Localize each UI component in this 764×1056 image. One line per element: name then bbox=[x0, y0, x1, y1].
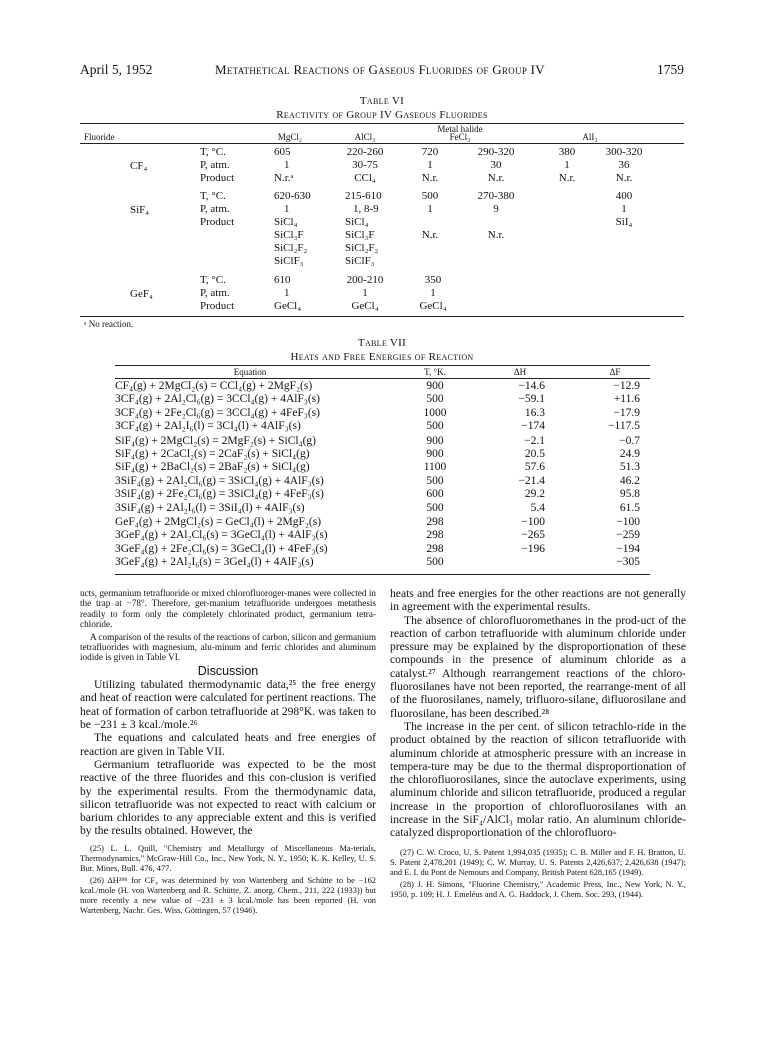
equation-cell: 3CF₄(g) + 2Al₂I₆(l) = 3CI₄(l) + 4AlF₃(s) bbox=[115, 420, 301, 433]
temperature-cell: 900 bbox=[426, 434, 444, 447]
label-t: T, °C. bbox=[200, 146, 226, 158]
equation-cell: 3SiF₄(g) + 2Al₂I₆(l) = 3SiI₄(l) + 4AlF₃(s) bbox=[115, 501, 305, 514]
table-vii-body bbox=[115, 380, 650, 569]
equation-cell: 3CF₄(g) + 2Fe₂Cl₆(g) = 3CCl₄(g) + 4FeF₃(s) bbox=[115, 406, 320, 419]
cell: SiCl₄ bbox=[345, 216, 369, 228]
delta-f-cell: 51.3 bbox=[619, 461, 640, 474]
temperature-cell: 500 bbox=[426, 474, 444, 487]
cell: 30-75 bbox=[352, 159, 378, 171]
paragraph: A comparison of the results of the reactions of carbon, silicon and germanium tetrafluorides with magnesium, alu-minum and ferric chlorides and aluminum iodide is given in Table VI. bbox=[80, 631, 377, 663]
right-column bbox=[390, 587, 686, 902]
paragraph: The absence of chlorofluoromethanes in the prod-uct of the reaction of carbon tetrafluoride with aluminum chloride under pressure may be explained by the disproportionation of these compounds in the presence of aluminum chloride as a catalyst.²⁷ Although rearrangement reactions of the chloro-fluorosilanes have not been reported, the rearrange-ment of all of the fluorosilanes, namely, trifluoro-silane, difluorosilane and fluorosilane, has been described.²⁸ bbox=[390, 613, 686, 720]
table-vii-bottom-rule bbox=[115, 574, 650, 575]
label-t: T, °C. bbox=[200, 190, 226, 202]
cell: 500 bbox=[421, 190, 439, 202]
cell: SiClF₃ bbox=[345, 255, 375, 267]
equation-cell: 3GeF₄(g) + 2Al₂I₆(s) = 3GeI₄(l) + 4AlF₃(s) bbox=[115, 556, 314, 569]
paragraph: heats and free energies for the other reactions are not generally in agreement with the experimental results. bbox=[390, 587, 686, 614]
temperature-cell: 298 bbox=[426, 529, 444, 542]
cell: 1 bbox=[284, 287, 290, 299]
delta-h-cell: 5.4 bbox=[530, 501, 545, 514]
delta-f-cell: −117.5 bbox=[608, 420, 640, 433]
page-number: 1759 bbox=[657, 62, 684, 77]
col-delta-h: ΔH bbox=[513, 367, 527, 377]
cell: N.r. bbox=[558, 172, 576, 184]
col-fecl3: FeCl₃ bbox=[449, 132, 471, 142]
cell: 290-320 bbox=[477, 146, 515, 158]
temperature-cell: 1100 bbox=[423, 461, 447, 474]
col-delta-f: ΔF bbox=[609, 367, 621, 377]
cell: SiCl₃F bbox=[274, 229, 304, 241]
delta-f-cell: −100 bbox=[616, 515, 640, 528]
footnote-26: (26) ΔH²⁹⁸ for CF₄ was determined by von Wartenberg and Schütte to be −162 kcal./mole (H. von Wartenberg and R. Schütte, Z. anorg. Chem., 211, 222 (1933)) but more recently a new value of −231 ± 3 kcal./mole has been reported (H. von Wartenberg, Nachr. Ges. Wiss. Göttingen, 57 (1946). bbox=[80, 875, 376, 915]
cell: SiCl₂F₂ bbox=[274, 242, 308, 254]
label-product: Product bbox=[200, 300, 235, 312]
delta-f-cell: −0.7 bbox=[619, 434, 640, 447]
delta-h-cell: −2.1 bbox=[524, 434, 545, 447]
delta-h-cell: −174 bbox=[521, 420, 545, 433]
footnote-25: (25) L. L. Quill, "Chemistry and Metallurgy of Miscellaneous Ma-terials, Thermodynamics," McGraw-Hill Co., Inc., New York, N. Y., 1950; K. K. Kelley, U. S. Bur. Mines, Bull. 476, 477. bbox=[80, 843, 376, 873]
table-row bbox=[115, 529, 650, 542]
table-row bbox=[115, 556, 650, 569]
table-vi-number: Table VI bbox=[359, 95, 405, 107]
delta-h-cell: −21.4 bbox=[518, 474, 545, 487]
table-row bbox=[115, 516, 650, 529]
delta-f-cell: −194 bbox=[616, 542, 640, 555]
delta-f-cell: −17.9 bbox=[613, 406, 640, 419]
table-row bbox=[115, 380, 650, 393]
cell: 30 bbox=[490, 159, 502, 171]
cell: CCl₄ bbox=[354, 172, 376, 184]
table-row bbox=[115, 420, 650, 433]
footnote-27: (27) C. W. Croco, U. S. Patent 1,994,035 (1935); C. B. Miller and F. H. Bratton, U. S. Patent 2,478,201 (1949); C. W. Murray, U. S. Patents 2,426,637; 2,426,638 (1947); and E. I. du Pont de Nemours and Company, British Patent 628,165 (1949). bbox=[390, 847, 686, 877]
cell: 300-320 bbox=[605, 146, 643, 158]
delta-f-cell: 61.5 bbox=[619, 501, 640, 514]
cell: 200-210 bbox=[346, 274, 384, 286]
equation-cell: 3GeF₄(g) + 2Fe₂Cl₆(s) = 3GeCl₄(l) + 4FeF₃(s) bbox=[115, 542, 328, 555]
paragraph: The increase in the per cent. of silicon tetrachlo-ride in the product obtained by the reaction of silicon tetrafluoride with aluminum chloride at atmospheric pressure with an increase in tempera-ture may be due to the thermal disproportionation of the chlorofluorosilanes, since the autoclave experiments, using aluminum chloride and silicon tetrafluoride, produced a regular increase in the proportion of chlorofluorosilanes with an increase in the SiF₄/AlCl₃ molar ratio. An aluminum chloride-catalyzed disproportionation of the chlorofluoro- bbox=[390, 719, 686, 840]
equation-cell: 3SiF₄(g) + 2Al₂Cl₆(g) = 3SiCl₄(g) + 4AlF₃(s) bbox=[115, 474, 324, 487]
footnote-28: (28) J. H. Simons, "Fluorine Chemistry," Academic Press, Inc., New York, N. Y., 1950, p. 109; H. J. Emeléus and A. G. Haddock, J. Chem. Soc. 293, (1944). bbox=[390, 879, 686, 899]
equation-cell: GeF₄(g) + 2MgCl₂(s) = GeCl₄(l) + 2MgF₂(s) bbox=[115, 515, 322, 528]
table-row bbox=[115, 461, 650, 474]
table-row bbox=[115, 502, 650, 515]
cell: N.r. bbox=[421, 229, 439, 241]
cell: GeCl₄ bbox=[351, 300, 379, 312]
cell: 610 bbox=[274, 274, 291, 286]
table-row bbox=[115, 393, 650, 406]
temperature-cell: 500 bbox=[426, 556, 444, 569]
table-vi-footnote: ᵃ No reaction. bbox=[84, 319, 134, 329]
paragraph: ucts, germanium tetrafluoride or mixed chlorofluoroger-manes were collected in the trap at −78°. Therefore, ger-manium tetrafluoride undergoes metathesis readily to form only the completely chlorinated product, germanium tetra-chloride. bbox=[80, 588, 376, 630]
temperature-cell: 298 bbox=[426, 515, 444, 528]
header-date: April 5, 1952 bbox=[80, 62, 153, 77]
fluoride-cf4: CF₄ bbox=[130, 160, 148, 172]
cell: N.r. bbox=[487, 229, 505, 241]
paragraph: The equations and calculated heats and free energies of reaction are given in Table VII. bbox=[80, 731, 376, 758]
cell: 1, 8-9 bbox=[353, 203, 379, 215]
paragraph: Utilizing tabulated thermodynamic data,²⁵ the free energy and heat of reaction were calculated for pertinent reactions. The heat of formation of carbon tetrafluoride at 298°K. was taken to be −231 ± 3 kcal./mole.²⁶ bbox=[80, 678, 376, 732]
cell: 605 bbox=[274, 146, 291, 158]
cell: GeCl₄ bbox=[419, 300, 447, 312]
col-metal-halide: Metal halide bbox=[437, 124, 483, 134]
cell: 1 bbox=[427, 203, 433, 215]
cell: 620-630 bbox=[274, 190, 311, 202]
col-mgcl2: MgCl₂ bbox=[277, 132, 303, 142]
label-p: P, atm. bbox=[200, 203, 230, 215]
col-temperature: T, °K. bbox=[424, 367, 446, 377]
cell: N.r. bbox=[487, 172, 505, 184]
table-row bbox=[115, 448, 650, 461]
equation-cell: SiF₄(g) + 2MgCl₂(s) = 2MgF₂(s) + SiCl₄(g) bbox=[115, 434, 316, 447]
table-vii-header-rule bbox=[115, 378, 650, 379]
temperature-cell: 500 bbox=[426, 501, 444, 514]
table-row bbox=[115, 435, 650, 448]
delta-h-cell: 20.5 bbox=[524, 447, 545, 460]
label-product: Product bbox=[200, 172, 235, 184]
table-vi-bottom-rule bbox=[80, 316, 684, 317]
col-alcl3: AlCl₃ bbox=[354, 132, 376, 142]
delta-f-cell: 95.8 bbox=[619, 488, 640, 501]
cell: 1 bbox=[564, 159, 570, 171]
cell: 36 bbox=[618, 159, 630, 171]
cell: 1 bbox=[430, 287, 436, 299]
table-row bbox=[115, 407, 650, 420]
left-column bbox=[80, 588, 376, 918]
delta-f-cell: −259 bbox=[616, 529, 640, 542]
delta-f-cell: 46.2 bbox=[619, 474, 640, 487]
temperature-cell: 900 bbox=[426, 380, 444, 392]
cell: 1 bbox=[362, 287, 368, 299]
equation-cell: SiF₄(g) + 2BaCl₂(s) = 2BaF₂(s) + SiCl₄(g) bbox=[115, 461, 310, 474]
delta-h-cell: 29.2 bbox=[524, 488, 545, 501]
cell: 1 bbox=[284, 203, 290, 215]
cell: 270-380 bbox=[477, 190, 515, 202]
equation-cell: SiF₄(g) + 2CaCl₂(s) = 2CaF₂(s) + SiCl₄(g) bbox=[115, 447, 310, 460]
table-row bbox=[115, 488, 650, 501]
cell: N.r. bbox=[421, 172, 439, 184]
cell: 380 bbox=[558, 146, 576, 158]
label-p: P, atm. bbox=[200, 287, 230, 299]
cell: SiCl₄ bbox=[274, 216, 298, 228]
temperature-cell: 1000 bbox=[423, 406, 447, 419]
cell: 1 bbox=[621, 203, 627, 215]
cell: 215-610 bbox=[345, 190, 382, 202]
delta-h-cell: 16.3 bbox=[524, 406, 545, 419]
cell: 1 bbox=[284, 159, 290, 171]
cell: GeCl₄ bbox=[274, 300, 302, 312]
cell: SiCl₃F bbox=[345, 229, 375, 241]
delta-h-cell: 57.6 bbox=[524, 461, 545, 474]
cell: 1 bbox=[427, 159, 433, 171]
cell: 350 bbox=[424, 274, 442, 286]
delta-f-cell: −305 bbox=[616, 556, 640, 569]
cell: 220-260 bbox=[346, 146, 384, 158]
cell: 400 bbox=[615, 190, 633, 202]
cell: SiClF₃ bbox=[274, 255, 304, 267]
cell: N.r. bbox=[615, 172, 633, 184]
fluoride-sif4: SiF₄ bbox=[130, 204, 150, 216]
table-row bbox=[115, 475, 650, 488]
delta-h-cell: −196 bbox=[521, 542, 545, 555]
temperature-cell: 500 bbox=[426, 420, 444, 433]
equation-cell: 3SiF₄(g) + 2Fe₂Cl₆(g) = 3SiCl₄(g) + 4FeF₃(s) bbox=[115, 488, 324, 501]
label-t: T, °C. bbox=[200, 274, 226, 286]
col-ali3: AlI₃ bbox=[582, 132, 598, 142]
cell: 720 bbox=[421, 146, 439, 158]
col-fluoride: Fluoride bbox=[84, 132, 115, 142]
table-vii-title: Heats and Free Energies of Reaction bbox=[290, 351, 474, 363]
section-heading-discussion: Discussion bbox=[197, 663, 259, 678]
delta-h-cell: −265 bbox=[521, 529, 545, 542]
temperature-cell: 600 bbox=[426, 488, 444, 501]
temperature-cell: 298 bbox=[426, 542, 444, 555]
paragraph: Germanium tetrafluoride was expected to be the most reactive of the three fluorides and this con-clusion is verified by the experimental results. From the thermodynamic data, silicon tetrafluoride was not expected to react with calcium or barium chlorides to any appreciable extent and this is verified by the results obtained. However, the bbox=[80, 757, 376, 838]
cell: SiI₄ bbox=[615, 216, 633, 228]
temperature-cell: 500 bbox=[426, 393, 444, 406]
label-p: P, atm. bbox=[200, 159, 230, 171]
table-vi-header-rule bbox=[80, 143, 684, 144]
delta-f-cell: +11.6 bbox=[613, 393, 640, 406]
delta-h-cell: −100 bbox=[521, 515, 545, 528]
col-equation: Equation bbox=[233, 367, 267, 377]
table-row bbox=[115, 543, 650, 556]
delta-f-cell: −12.9 bbox=[613, 380, 640, 392]
equation-cell: 3CF₄(g) + 2Al₂Cl₆(g) = 3CCl₄(g) + 4AlF₃(s) bbox=[115, 393, 320, 406]
temperature-cell: 900 bbox=[426, 447, 444, 460]
equation-cell: 3GeF₄(g) + 2Al₂Cl₆(s) = 3GeCl₄(l) + 4AlF₃(s) bbox=[115, 529, 328, 542]
cell: 9 bbox=[493, 203, 499, 215]
cell: SiCl₂F₂ bbox=[345, 242, 379, 254]
label-product: Product bbox=[200, 216, 235, 228]
table-vi-top-rule bbox=[80, 123, 684, 124]
cell: N.r.ᵃ bbox=[274, 172, 294, 184]
delta-h-cell: −14.6 bbox=[518, 380, 545, 392]
fluoride-gef4: GeF₄ bbox=[130, 288, 153, 300]
delta-h-cell: −59.1 bbox=[518, 393, 545, 406]
delta-f-cell: 24.9 bbox=[619, 447, 640, 460]
table-vii-number: Table VII bbox=[357, 337, 407, 349]
table-vii-top-rule bbox=[115, 365, 650, 366]
table-vi-title: Reactivity of Group IV Gaseous Fluorides bbox=[276, 109, 488, 121]
equation-cell: CF₄(g) + 2MgCl₂(s) = CCl₄(g) + 2MgF₂(s) bbox=[115, 380, 313, 392]
running-title: Metathetical Reactions of Gaseous Fluorides of Group IV bbox=[215, 62, 545, 77]
